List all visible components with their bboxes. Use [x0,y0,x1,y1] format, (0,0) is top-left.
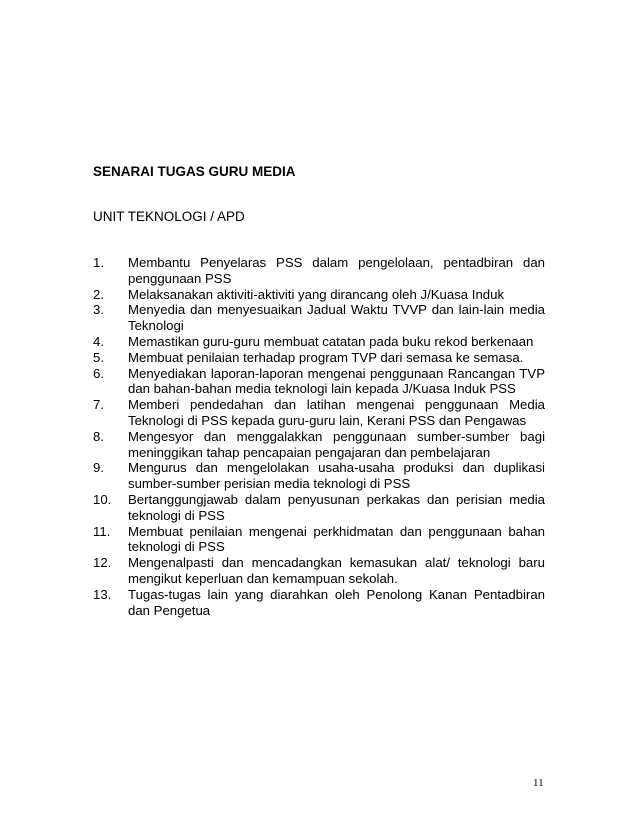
task-item-7 [93,397,545,429]
task-number: 7. [93,397,104,413]
task-text: Membuat penilaian mengenai perkhidmatan dan penggunaan bahan teknologi di PSS [128,523,545,555]
task-text: Mengesyor dan menggalakkan penggunaan sumber-sumber bagi meninggikan tahap pencapaian pengajaran dan pembelajaran [128,428,545,460]
task-number: 2. [93,286,104,302]
task-item-10 [93,492,545,524]
task-number: 8. [93,428,104,444]
task-item-4 [93,334,545,350]
task-item-9 [93,460,545,492]
task-number: 12. [93,555,112,571]
task-number: 4. [93,333,104,349]
task-item-5 [93,350,545,366]
task-number: 1. [93,255,104,270]
document-title: SENARAI TUGAS GURU MEDIA [93,164,296,179]
task-item-6 [93,366,545,398]
page-number: 11 [533,777,544,789]
task-item-8 [93,429,545,461]
task-number: 10. [93,491,112,507]
task-text: Membantu Penyelaras PSS dalam pengelolaan, pentadbiran dan penggunaan PSS [128,255,545,286]
task-text: Melaksanakan aktiviti-aktiviti yang dirancang oleh J/Kuasa Induk [128,286,505,302]
task-text: Memastikan guru-guru membuat catatan pada buku rekod berkenaan [128,333,534,349]
task-text: Mengenalpasti dan mencadangkan kemasukan alat/ teknologi baru mengikut keperluan dan kemampuan sekolah. [128,555,545,586]
task-text: Tugas-tugas lain yang diarahkan oleh Penolong Kanan Pentadbiran dan Pengetua [128,586,545,618]
task-number: 5. [93,349,104,365]
task-number: 13. [93,586,112,602]
task-item-11 [93,524,545,556]
task-text: Bertanggungjawab dalam penyusunan perkakas dan perisian media teknologi di PSS [128,491,545,523]
task-item-1 [93,255,545,287]
task-item-13 [93,587,545,619]
task-text: Memberi pendedahan dan latihan mengenai penggunaan Media Teknologi di PSS kepada guru-guru lain, Kerani PSS dan Pengawas [128,397,545,428]
task-text: Menyediakan laporan-laporan mengenai penggunaan Rancangan TVP dan bahan-bahan media teknologi lain kepada J/Kuasa Induk PSS [128,365,545,397]
task-text: Mengurus dan mengelolakan usaha-usaha produksi dan duplikasi sumber-sumber perisian media teknologi di PSS [128,460,545,492]
task-text: Menyedia dan menyesuaikan Jadual Waktu TVVP dan lain-lain media Teknologi [128,302,545,334]
task-text: Membuat penilaian terhadap program TVP dari semasa ke semasa. [128,349,524,365]
task-item-2 [93,287,545,303]
document-subtitle: UNIT TEKNOLOGI / APD [93,209,245,224]
task-number: 3. [93,302,104,318]
task-item-12 [93,555,545,587]
task-number: 6. [93,365,104,381]
task-list [93,255,545,618]
task-number: 9. [93,460,104,476]
task-item-3 [93,302,545,334]
task-number: 11. [93,523,111,539]
